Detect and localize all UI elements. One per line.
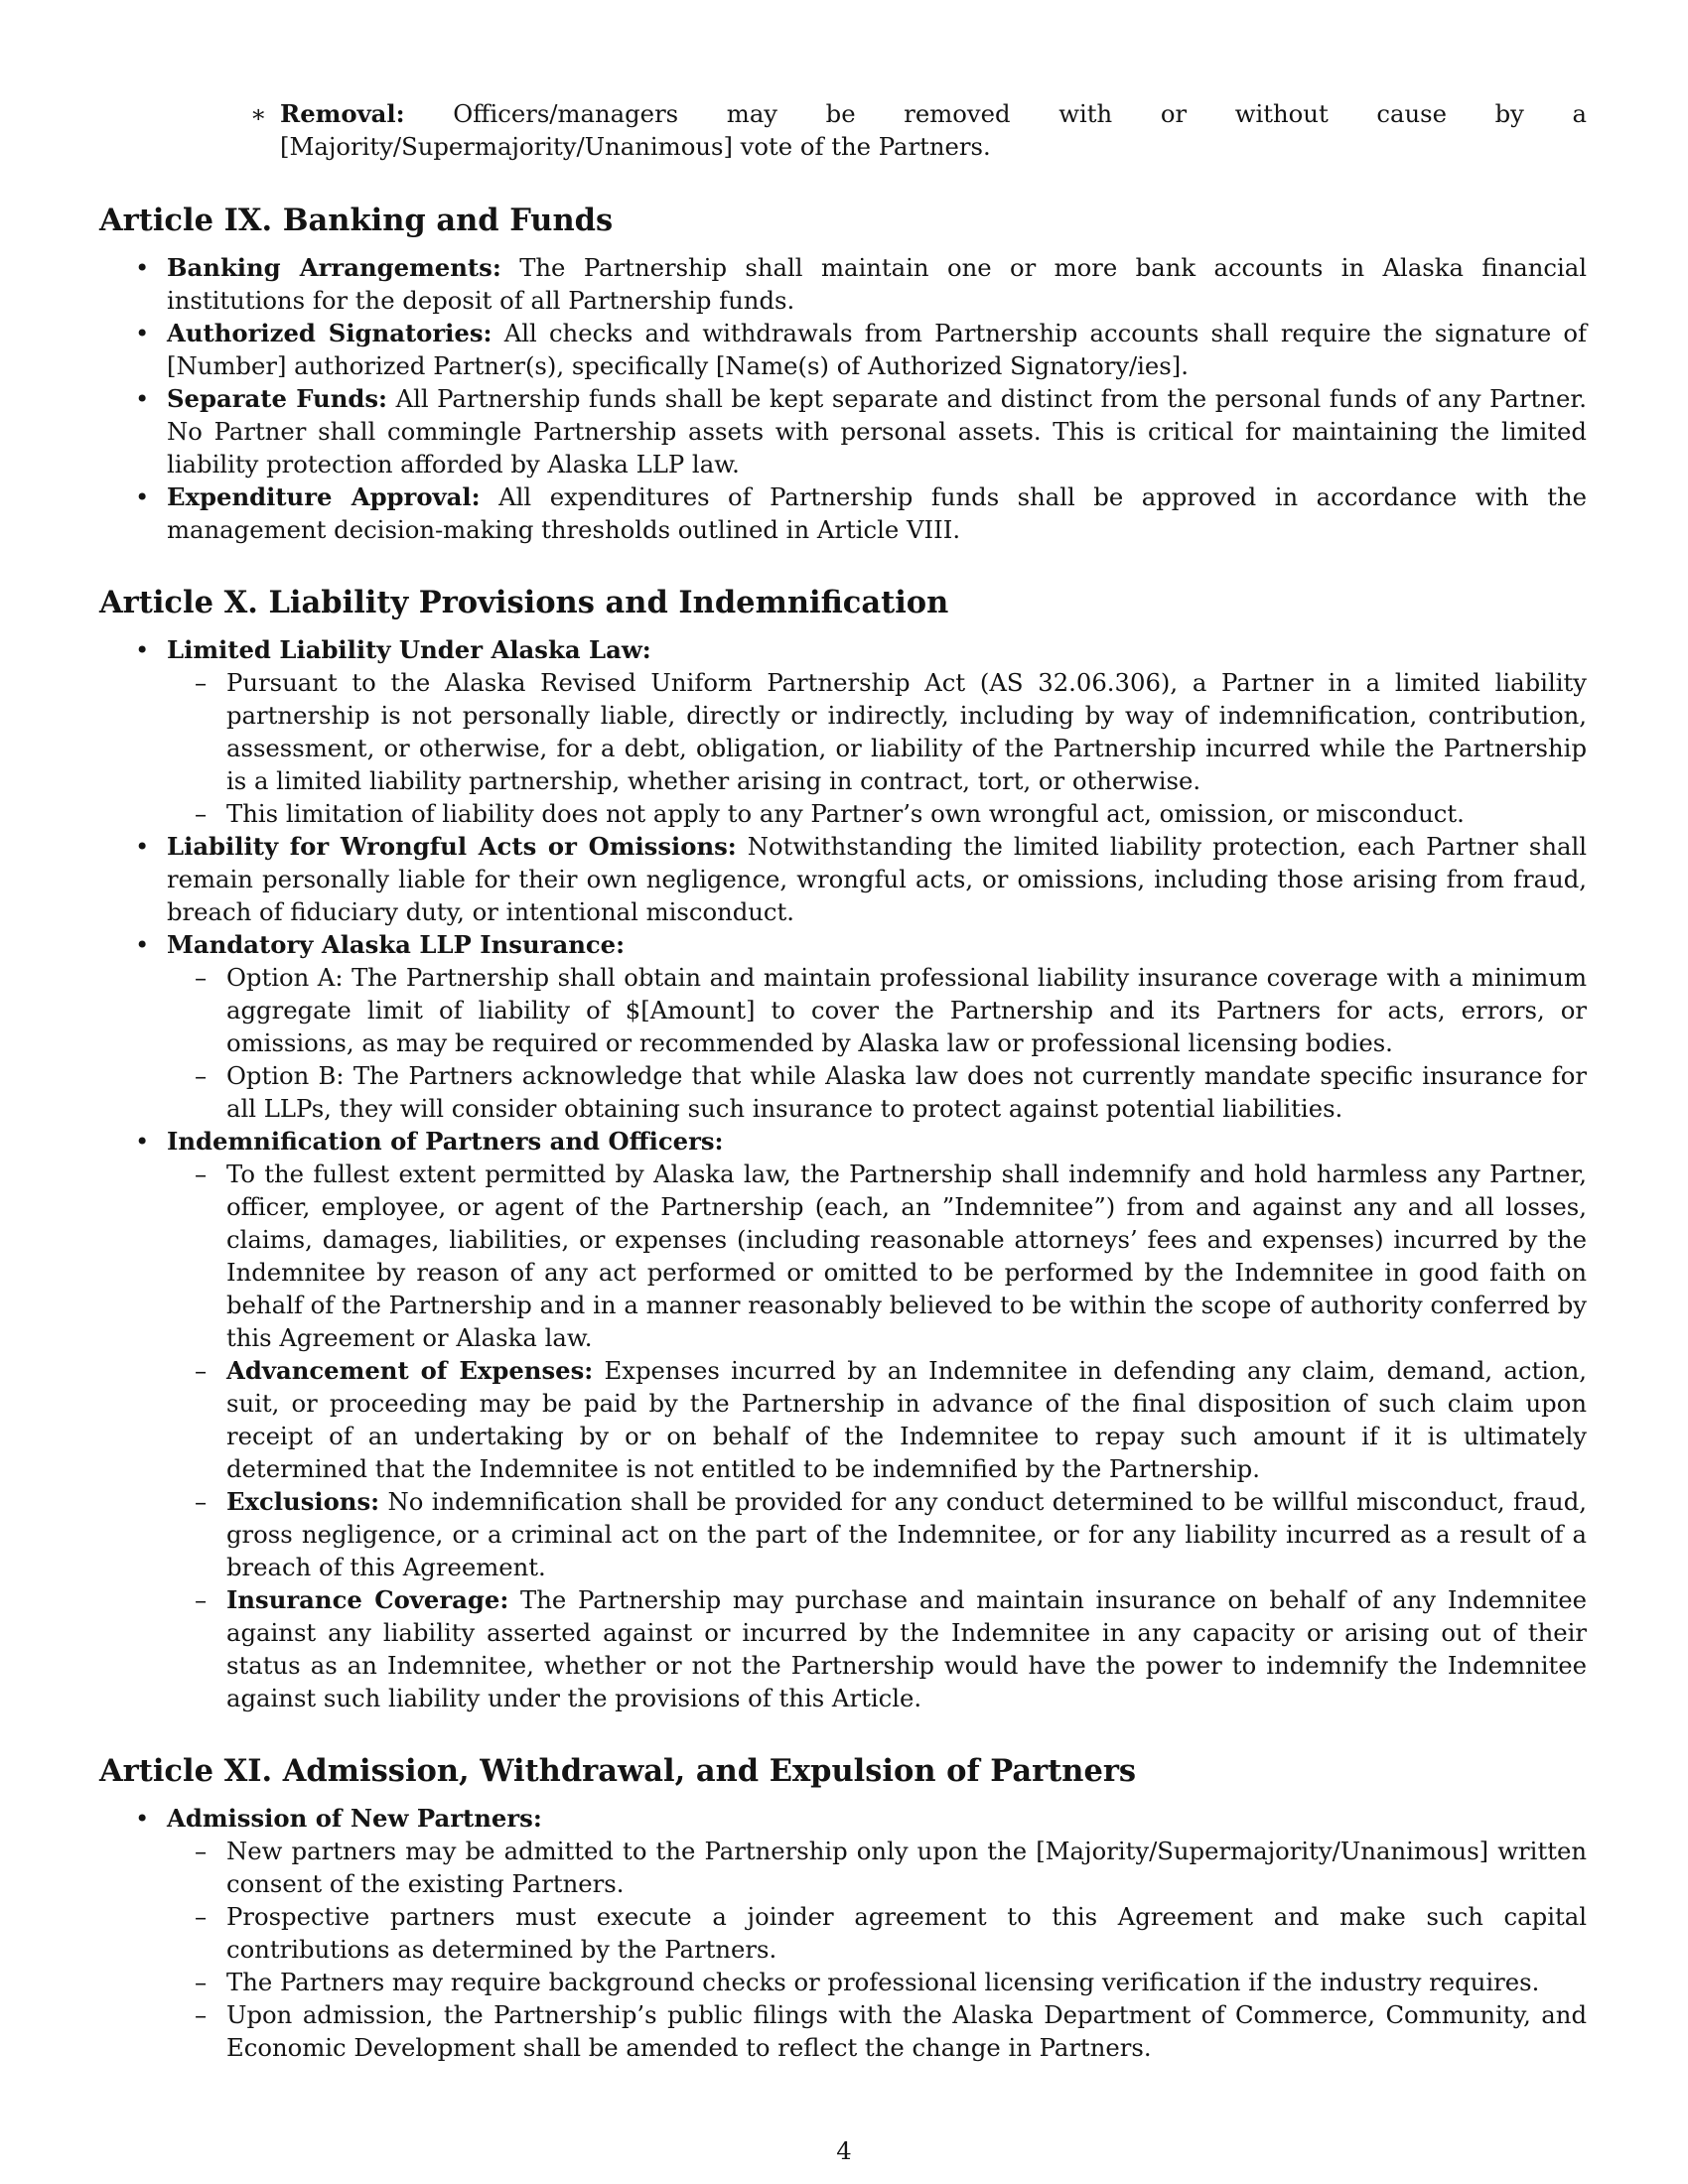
dash-bullet-icon: –	[195, 1160, 208, 1188]
dash-bullet-icon: –	[195, 1968, 208, 1996]
item-text: All checks and withdrawals from Partnership accounts shall require the signature of [Number] authorized Partner(s), specifically [Name(s) of Authorized Signatory/ies].	[167, 319, 1587, 380]
removal-term: Removal:	[280, 99, 405, 128]
sub-list	[167, 1835, 1587, 2064]
sub-list-item	[167, 1900, 1587, 1966]
dash-bullet-icon: –	[195, 963, 208, 992]
sub-item-text: Expenses incurred by an Indemnitee in defending any claim, demand, action, suit, or proceeding may be paid by the Partnership in advance of the final disposition of such claim upon receipt of an undertaking by or on behalf of the Indemnitee to repay such amount if it is ultimately determined that the Indemnitee is not entitled to be indemnified by the Partnership.	[226, 1356, 1587, 1483]
article-xi-list	[99, 1802, 1587, 2064]
sub-list-item	[167, 1158, 1587, 1354]
dash-bullet-icon: –	[195, 1061, 208, 1090]
sub-item-text: Option B: The Partners acknowledge that while Alaska law does not currently mandate specific insurance for all LLPs, they will consider obtaining such insurance to protect against potential liabilities.	[226, 1061, 1587, 1123]
item-text: Notwithstanding the limited liability protection, each Partner shall remain personally liable for their own negligence, wrongful acts, or omissions, including those arising from fraud, breach of fiduciary duty, or intentional misconduct.	[167, 832, 1587, 926]
list-item	[99, 317, 1587, 382]
item-term: Admission of New Partners:	[167, 1804, 542, 1833]
item-text: All expenditures of Partnership funds shall be approved in accordance with the management decision-making thresholds outlined in Article VIII.	[167, 482, 1587, 544]
list-item	[99, 251, 1587, 317]
item-term: Mandatory Alaska LLP Insurance:	[167, 930, 626, 959]
article-xi-heading: Article XI. Admission, Withdrawal, and Expulsion of Partners	[99, 1753, 1137, 1789]
dash-bullet-icon: –	[195, 668, 208, 697]
page-number: 4	[836, 2136, 852, 2165]
dash-bullet-icon: –	[195, 1487, 208, 1516]
document-page	[99, 97, 1587, 2064]
asterisk-bullet-icon: ∗	[250, 99, 267, 128]
item-term: Liability for Wrongful Acts or Omissions:	[167, 832, 737, 861]
article-ix-heading: Article IX. Banking and Funds	[99, 203, 614, 238]
dash-bullet-icon: –	[195, 1837, 208, 1865]
item-text: All Partnership funds shall be kept separate and distinct from the personal funds of any Partner. No Partner shall commingle Partnership assets with personal assets. This is critical for maintaining the limited liability protection afforded by Alaska LLP law.	[167, 384, 1587, 478]
sub-list-item	[167, 666, 1587, 797]
sub-list-item	[167, 1998, 1587, 2064]
sub-item-text: The Partnership may purchase and maintain insurance on behalf of any Indemnitee against any liability asserted against or incurred by the Indemnitee in any capacity or arising out of their status as an Indemnitee, whether or not the Partnership would have the power to indemnify the Indemnitee against such liability under the provisions of this Article.	[226, 1585, 1587, 1712]
item-term: Limited Liability Under Alaska Law:	[167, 635, 651, 664]
bullet-icon: •	[135, 635, 150, 664]
item-term: Authorized Signatories:	[167, 319, 492, 347]
list-item	[99, 382, 1587, 480]
sub-list-item	[167, 1354, 1587, 1485]
sub-item-text: To the fullest extent permitted by Alaska law, the Partnership shall indemnify and hold harmless any Partner, officer, employee, or agent of the Partnership (each, an ”Indemnitee”) from and against any and all losses, claims, damages, liabilities, or expenses (including reasonable attorneys’ fees and expenses) incurred by the Indemnitee by reason of any act performed or omitted to be performed by the Indemnitee in good faith on behalf of the Partnership and in a manner reasonably believed to be within the scope of authority conferred by this Agreement or Alaska law.	[226, 1160, 1587, 1352]
list-item	[99, 830, 1587, 928]
bullet-icon: •	[135, 253, 150, 282]
dash-bullet-icon: –	[195, 1585, 208, 1614]
sub-item-text: The Partners may require background checks or professional licensing verification if the industry requires.	[226, 1968, 1540, 1996]
item-term: Indemnification of Partners and Officers:	[167, 1127, 724, 1156]
bullet-icon: •	[135, 384, 150, 413]
dash-bullet-icon: –	[195, 799, 208, 828]
sub-list	[167, 666, 1587, 830]
item-term: Separate Funds:	[167, 384, 388, 413]
dash-bullet-icon: –	[195, 2000, 208, 2029]
dash-bullet-icon: –	[195, 1902, 208, 1931]
article-ix-list	[99, 251, 1587, 546]
bullet-icon: •	[135, 832, 150, 861]
sub-item-text: Pursuant to the Alaska Revised Uniform Partnership Act (AS 32.06.306), a Partner in a limited liability partnership is not personally liable, directly or indirectly, including by way of indemnification, contribution, assessment, or otherwise, for a debt, obligation, or liability of the Partnership incurred while the Partnership is a limited liability partnership, whether arising in contract, tort, or otherwise.	[226, 668, 1587, 795]
list-item	[99, 928, 1587, 1125]
dash-bullet-icon: –	[195, 1356, 208, 1385]
sub-list-item	[167, 1966, 1587, 1998]
list-item	[99, 1125, 1587, 1714]
sub-item-text: Upon admission, the Partnership’s public filings with the Alaska Department of Commerce, Community, and Economic Development shall be amended to reflect the change in Partners.	[226, 2000, 1587, 2062]
article-x-list	[99, 633, 1587, 1714]
sub-list-item	[167, 1835, 1587, 1900]
sub-item-term: Advancement of Expenses:	[226, 1356, 594, 1385]
bullet-icon: •	[135, 1127, 150, 1156]
sub-list-item	[167, 1485, 1587, 1583]
bullet-icon: •	[135, 319, 150, 347]
article-x-heading: Article X. Liability Provisions and Indemnification	[99, 585, 949, 620]
bullet-icon: •	[135, 482, 150, 511]
bullet-icon: •	[135, 1804, 150, 1833]
sub-list	[167, 961, 1587, 1125]
list-item	[99, 480, 1587, 546]
sub-item-text: New partners may be admitted to the Partnership only upon the [Majority/Supermajority/Unanimous] written consent of the existing Partners.	[226, 1837, 1587, 1898]
sub-item-text: No indemnification shall be provided for any conduct determined to be willful misconduct, fraud, gross negligence, or a criminal act on the part of the Indemnitee, or for any liability incurred as a result of a breach of this Agreement.	[226, 1487, 1587, 1581]
sub-list	[167, 1158, 1587, 1714]
item-text: The Partnership shall maintain one or more bank accounts in Alaska financial institutions for the deposit of all Partnership funds.	[167, 253, 1587, 315]
sub-list-item	[167, 1059, 1587, 1125]
removal-text: Officers/managers may be removed with or without cause by a [Majority/Supermajority/Unanimous] vote of the Partners.	[280, 99, 1587, 161]
list-item	[99, 633, 1587, 830]
sub-item-term: Insurance Coverage:	[226, 1585, 509, 1614]
removal-item	[99, 97, 1587, 163]
list-item	[99, 1802, 1587, 2064]
item-term: Expenditure Approval:	[167, 482, 481, 511]
sub-item-text: Option A: The Partnership shall obtain and maintain professional liability insurance coverage with a minimum aggregate limit of liability of $[Amount] to cover the Partnership and its Partners for acts, errors, or omissions, as may be required or recommended by Alaska law or professional licensing bodies.	[226, 963, 1587, 1057]
sub-list-item	[167, 797, 1587, 830]
sub-item-term: Exclusions:	[226, 1487, 380, 1516]
sub-item-text: Prospective partners must execute a joinder agreement to this Agreement and make such capital contributions as determined by the Partners.	[226, 1902, 1587, 1964]
item-term: Banking Arrangements:	[167, 253, 501, 282]
sub-list-item	[167, 1583, 1587, 1714]
sub-item-text: This limitation of liability does not apply to any Partner’s own wrongful act, omission, or misconduct.	[226, 799, 1465, 828]
bullet-icon: •	[135, 930, 150, 959]
sub-list-item	[167, 961, 1587, 1059]
